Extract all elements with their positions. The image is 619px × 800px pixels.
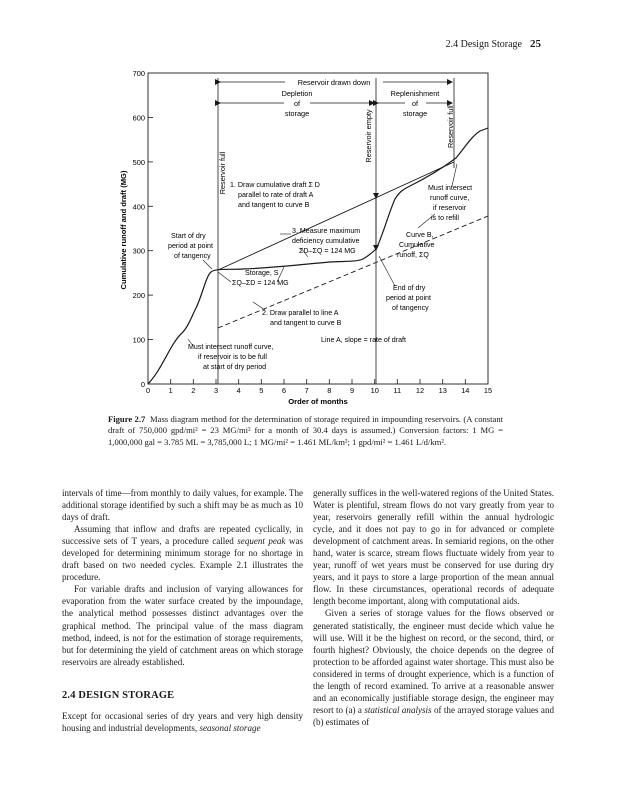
storage-label: ΣQ–ΣD = 124 MG: [232, 279, 289, 287]
step1-label: and tangent to curve B: [238, 201, 310, 209]
end-dry-label: End of dry: [393, 284, 426, 292]
section-heading: 2.4 DESIGN STORAGE: [62, 689, 175, 701]
y-tick-label: 200: [132, 291, 145, 301]
reservoir-full-label-right: [446, 105, 455, 148]
step1-label: parallel to rate of draft A: [238, 191, 314, 199]
emphasis: sequent peak: [237, 536, 286, 547]
caption-text: Mass diagram method for the determination of storage required in impounding reservoirs. (A constant draft of 750,000 gpd/mi² = 23 MG/mi² for a month of 30.4 days is assumed.) Conversion factors: 1 MG = 1,000,000 gal = 3.785 ML = 3,785,000 L; 1 MG/mi² = 1.461 ML/km²; 1 gpd/mi² = 1.461 L/d/km².: [108, 414, 504, 447]
figure-label: Figure 2.7: [108, 414, 146, 424]
replenishment-label: storage: [402, 109, 428, 118]
y-tick-label: 300: [132, 246, 145, 256]
x-tick-label: 0: [145, 386, 151, 395]
must-intersect-right-label: if reservoir: [433, 204, 467, 212]
curve-b-label: Cumulative: [399, 241, 435, 249]
figure-caption: [108, 414, 503, 448]
paragraph: generally suffices in the well-watered regions of the United States. Water is plentiful, stream flows do not vary greatly from year to year, reservoirs generally refill within the annual hydrologic cycle, and it does not pay to go in for advanced or complete development of catchment areas. In semiarid regions, on the other hand, water is scarce, stream flows fluctuate widely from year to year, runoff of wet years must be conserved for use during dry years, and it pays to store a large proportion of the mean annual flow. In these circumstances, operational records of adequate length become important, along with computational aids.: [313, 488, 555, 607]
replenishment-label: Replenishment: [390, 89, 440, 98]
must-intersect-right-label: is to refill: [431, 214, 459, 222]
step3-label: 3. Measure maximum: [292, 227, 361, 235]
x-tick-label: 9: [349, 386, 355, 395]
must-intersect-bottom-label: if reservoir is to be full: [198, 353, 267, 361]
x-tick-label: 1: [168, 386, 173, 395]
running-header: [446, 38, 541, 50]
x-tick-label: 2: [191, 386, 196, 395]
start-dry-label: period at point: [168, 242, 213, 250]
step1-label: 1. Draw cumulative draft Σ D: [230, 181, 320, 189]
x-tick-label: 14: [461, 386, 470, 395]
end-dry-label: of tangency: [392, 304, 429, 312]
must-intersect-right-label: runoff curve,: [430, 194, 470, 202]
x-axis-title: Order of months: [288, 397, 348, 406]
x-tick-label: 4: [236, 386, 241, 395]
y-axis-title: Cumulative runoff and draft (MG): [119, 170, 128, 290]
paragraph: Given a series of storage values for the flows observed or generated statistically, the engineer must decide which value he will use. Will it be the highest on record, or the second, third, or fourth highest? Obviously, the choice depends on the degree of protection to be afforded against water shortage. This must also be considered in terms of drought experience, which is a function of the length of record examined. To arrive at a reasonable answer and an economically justifiable storage design, the engineer may resort to (a) a statistical analysis of the arrayed storage values and (b) estimates of: [313, 608, 554, 727]
curve-b-label: runoff, ΣQ: [397, 251, 429, 259]
y-tick-label: 400: [132, 202, 145, 212]
start-dry-label: Start of dry: [171, 232, 206, 240]
depletion-label: Depletion: [281, 89, 313, 98]
must-intersect-right-label: Must intersect: [428, 184, 473, 192]
x-tick-label: 6: [281, 386, 287, 395]
right-column: [313, 487, 554, 728]
end-dry-label: period at point: [386, 294, 431, 302]
step2-label: and tangent to curve B: [270, 319, 342, 327]
y-tick-label: 0: [140, 380, 145, 389]
storage-label: Storage, S: [245, 269, 279, 277]
x-tick-label: 11: [393, 386, 402, 395]
step3-label: ΣD–ΣQ = 124 MG: [299, 247, 356, 255]
x-tick-label: 8: [327, 386, 332, 395]
x-tick-label: 3: [213, 386, 219, 395]
running-title: 2.4 Design Storage: [445, 39, 522, 50]
paragraph: intervals of time—from monthly to daily values, for example. The additional storage identified by such a shift may be as much as 10 days of draft.: [62, 488, 303, 523]
reservoir-drawn-down-label: Reservoir drawn down: [297, 78, 371, 87]
start-dry-label: of tangency: [174, 252, 211, 260]
step2-label: 2. Draw parallel to line A: [262, 309, 339, 317]
y-tick-label: 500: [132, 157, 145, 167]
depletion-label: storage: [284, 109, 310, 118]
paragraph: Except for occasional series of dry years and very high density housing and industrial developments, seasonal storage: [62, 710, 303, 733]
must-intersect-bottom-label: at start of dry period: [203, 363, 267, 371]
mass-diagram-figure: [108, 58, 508, 406]
left-column: [62, 487, 303, 734]
x-tick-label: 10: [370, 386, 379, 395]
curve-b-label: Curve B,: [406, 231, 434, 239]
reservoir-empty-label: Reservoir empty: [364, 109, 373, 163]
emphasis: statistical analysis: [364, 704, 432, 715]
y-tick-label: 600: [132, 113, 145, 123]
step3-label: deficiency cumulative: [292, 237, 360, 245]
x-tick-label: 7: [304, 386, 309, 395]
line-a-label: Line A, slope = rate of draft: [321, 336, 406, 344]
x-tick-label: 15: [483, 386, 493, 395]
replenishment-label: of: [411, 99, 419, 108]
paragraph: Assuming that inflow and drafts are repeated cyclically, in successive sets of T years, a procedure called sequent peak was developed for determining minimum storage for no shortage in draft based on two needed cycles. Example 2.1 illustrates the procedure.: [62, 524, 303, 583]
page-number: 25: [530, 38, 541, 50]
must-intersect-bottom-label: Must intersect runoff curve,: [188, 343, 274, 351]
depletion-label: of: [293, 99, 301, 108]
x-tick-label: 5: [259, 386, 264, 395]
svg-text:Reservoir full: Reservoir full: [446, 105, 455, 148]
x-tick-label: 12: [415, 386, 425, 395]
y-tick-label: 700: [132, 69, 145, 78]
paragraph: For variable drafts and inclusion of varying allowances for evaporation from the water surface created by the impoundage, the analytical method possesses distinct advantages over the graphical method. The principal value of the mass diagram method, indeed, is not for the estimation of storage requirements, but for determining the yield of catchment areas on which storage reservoirs are already established.: [62, 584, 303, 667]
reservoir-full-label-left: Reservoir full: [218, 151, 227, 195]
y-tick-label: 100: [132, 335, 145, 345]
emphasis: seasonal storage: [199, 722, 261, 733]
x-tick-label: 13: [438, 386, 447, 395]
